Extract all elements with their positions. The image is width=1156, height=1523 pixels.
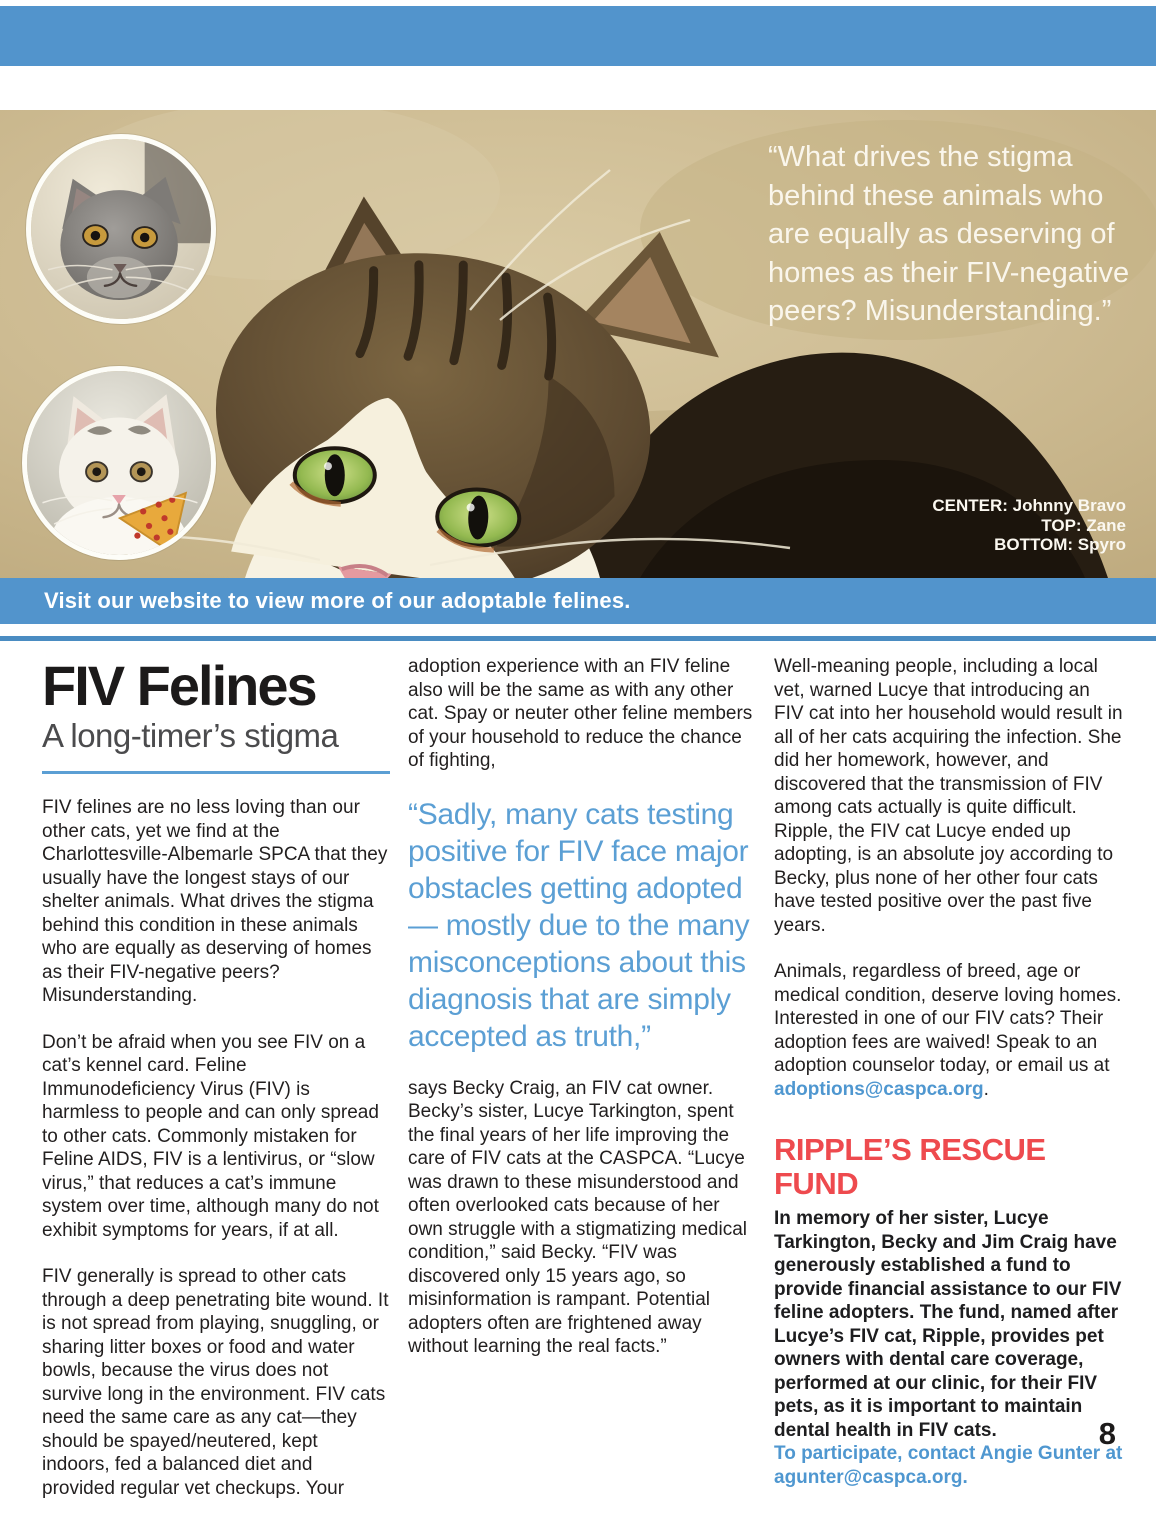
body-text: . [983, 1078, 989, 1100]
fund-title: RIPPLE’S RESCUE FUND [774, 1132, 1046, 1201]
page-number: 8 [1098, 1416, 1116, 1451]
inset-photo-spyro [22, 366, 216, 560]
photo-credits [932, 496, 1126, 555]
body-paragraph: adoption experience with an FIV feline also will be the same as with any other cat. Spay or neuter other feline members of your household to reduce the chance of fighting, [408, 656, 753, 771]
article-column-3 [774, 655, 1124, 1523]
inset-photo-zane [26, 134, 216, 324]
article-title: FIV Felines [42, 654, 316, 717]
credit-bottom: BOTTOM: Spyro [994, 535, 1126, 554]
article-column-2 [408, 655, 756, 1523]
credit-center: CENTER: Johnny Bravo [932, 496, 1126, 515]
body-paragraph [774, 960, 1124, 1101]
body-paragraph: Well-meaning people, including a local vet, warned Lucye that introducing an FIV cat into her household would result in all of her cats acquiring the infection. She did her homework, however, and discovered that the transmission of FIV among cats actually is quite difficult. Ripple, the FIV cat Lucye ended up adopting, is an absolute joy according to Becky, plus none of her other four cats have tested positive over the past five years. [774, 656, 1123, 936]
pull-quote: “Sadly, many cats testing positive for FIV face major obstacles getting adopted— mostly due to the many misconceptions about this diagnosis that are simply accepted as truth,” [408, 797, 750, 1053]
divider-rule [0, 636, 1156, 641]
top-blue-bar [0, 6, 1156, 66]
body-paragraph: FIV felines are no less loving than our other cats, yet we find at the Charlottesville-Albemarle SPCA that they usually have the longest stays of our shelter animals. What drives the stigma behind this condition in these animals who are equally as deserving of homes as their FIV-negative peers? Misunderstanding. [42, 797, 388, 1006]
hero-quote: “What drives the stigma behind these animals who are equally as deserving of homes as their FIV-negative peers? Misunderstanding.” [768, 141, 1130, 327]
article-column-1 [42, 655, 390, 1523]
body-paragraph: says Becky Craig, an FIV cat owner. Becky’s sister, Lucye Tarkington, spent the final years of her life improving the care of FIV cats at the CASPCA. “Lucye was drawn to these misunderstood and often overlooked cats because of her own struggle with a stigmatizing medical condition,” said Becky. “FIV was discovered only 15 years ago, so misinformation is rampant. Potential adopters often are frightened away without learning the real facts.” [408, 1077, 747, 1357]
adoptions-email-link[interactable]: adoptions@caspca.org [774, 1078, 984, 1100]
hero-photo-johnny-bravo [0, 110, 1156, 578]
body-paragraph: FIV generally is spread to other cats through a deep penetrating bite wound. It is not spread from playing, snuggling, or sharing litter boxes or food and water bowls, because the virus does not survive long in the environment. FIV cats need the same care as any cat—they should be spayed/neutered, kept indoors, fed a balanced diet and provided regular vet checkups. Your [42, 1266, 389, 1499]
banner-text: Visit our website to view more of our adoptable felines. [44, 588, 631, 613]
website-banner [0, 578, 1156, 624]
zane-cat-illustration [31, 139, 211, 319]
fund-body: In memory of her sister, Lucye Tarkington, Becky and Jim Craig have generously established a fund to provide financial assistance to our FIV feline adopters. The fund, named after Lucye’s FIV cat, Ripple, provides pet owners with dental care coverage, performed at our clinic, for their FIV pets, as it is important to maintain dental health in FIV cats. [774, 1208, 1122, 1441]
body-paragraph: Don’t be afraid when you see FIV on a cat’s kennel card. Feline Immunodeficiency Virus (FIV) is harmless to people and can only spread to other cats. Commonly mistaken for Feline AIDS, FIV is a lentivirus, or “slow virus,” that reduces a cat’s immune system over time, although many do not exhibit symptoms for years, if at all. [42, 1031, 379, 1241]
credit-top: TOP: Zane [1041, 515, 1126, 535]
spyro-cat-illustration [27, 371, 211, 555]
body-text: Animals, regardless of breed, age or medical condition, deserve loving homes. Interested in one of our FIV cats? Their adoption fees are waived! Speak to an adoption counselor today, or email us at [774, 961, 1122, 1076]
article [42, 655, 1122, 1523]
title-underline-rule [42, 771, 390, 774]
article-subtitle: A long-timer’s stigma [42, 717, 339, 754]
fund-cta-with-email-link[interactable]: To participate, contact Angie Gunter at agunter@caspca.org. [774, 1443, 1123, 1488]
